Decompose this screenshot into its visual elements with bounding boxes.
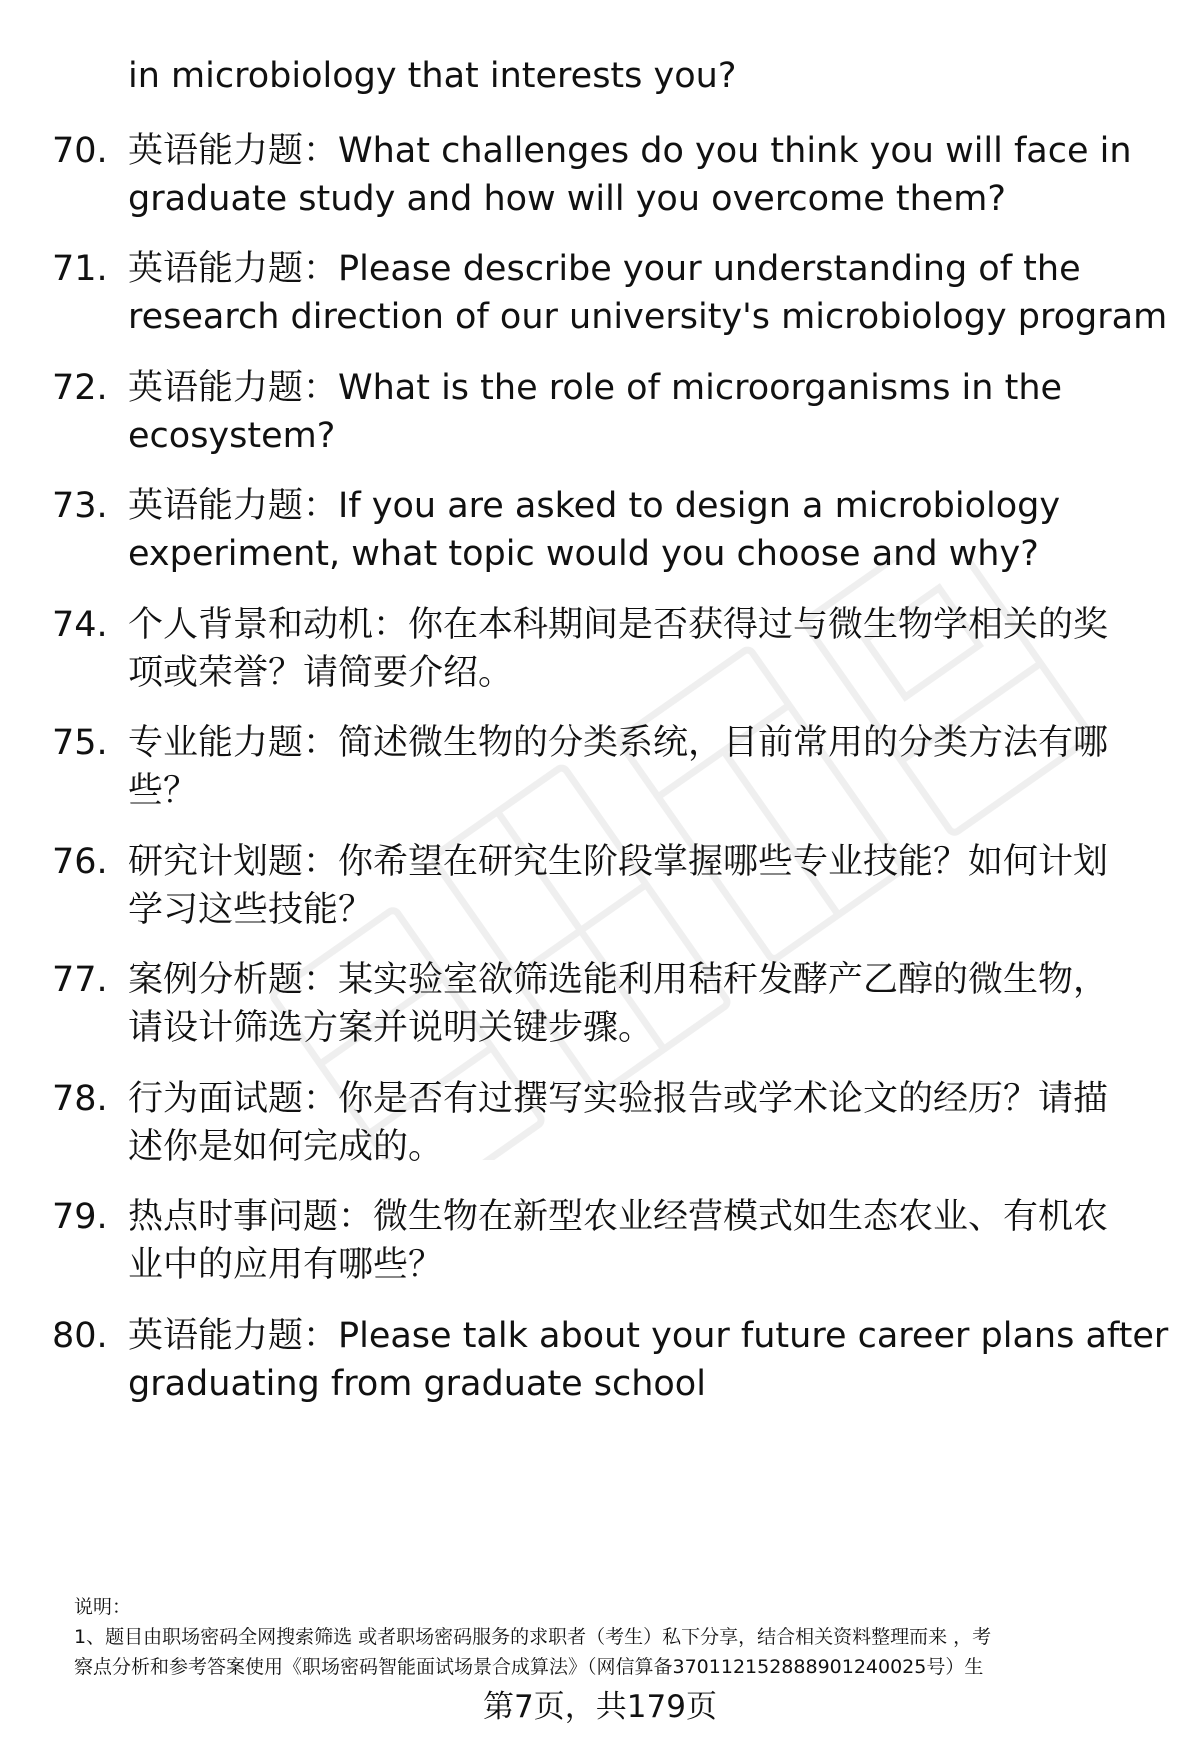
question-number: 76. — [52, 842, 108, 882]
question-number: 70. — [52, 131, 108, 171]
notes-line: 1、题目由职场密码全网搜索筛选 或者职场密码服务的求职者（考生）私下分享，结合相关资料整理而来 ，考 — [74, 1626, 992, 1648]
question-line: 英语能力题：Please talk about your future career plans after — [128, 1316, 1169, 1356]
notes-line: 察点分析和参考答案使用《职场密码智能面试场景合成算法》（网信算备370112152888901240025号）生 — [74, 1656, 984, 1678]
question-number: 78. — [52, 1079, 108, 1119]
question-number: 74. — [52, 605, 108, 645]
question-number: 75. — [52, 723, 108, 763]
question-number: 80. — [52, 1316, 108, 1356]
question-line: ecosystem? — [128, 416, 336, 456]
question-number: 72. — [52, 368, 108, 408]
question-number: 77. — [52, 960, 108, 1000]
question-line: 英语能力题：If you are asked to design a microbiology — [128, 486, 1061, 526]
question-number: 73. — [52, 486, 108, 526]
question-line: 学习这些技能？ — [128, 890, 374, 930]
question-line: experiment, what topic would you choose and why? — [128, 534, 1039, 574]
question-line: 项或荣誉？请简要介绍。 — [128, 653, 514, 693]
question-line: 专业能力题：简述微生物的分类系统，目前常用的分类方法有哪 — [128, 723, 1109, 763]
question-line: graduate study and how will you overcome them? — [128, 179, 1006, 219]
question-line: 英语能力题：What is the role of microorganisms in the — [128, 368, 1063, 408]
question-line: 英语能力题：What challenges do you think you will face in — [128, 131, 1132, 171]
question-line: 热点时事问题：微生物在新型农业经营模式如生态农业、有机农 — [128, 1197, 1109, 1237]
question-line: 些？ — [128, 771, 199, 811]
question-line: in microbiology that interests you? — [128, 56, 737, 96]
question-number: 71. — [52, 249, 108, 289]
question-line: 案例分析题：某实验室欲筛选能利用秸秆发酵产乙醇的微生物， — [128, 960, 1109, 1000]
question-number: 79. — [52, 1197, 108, 1237]
question-line: 行为面试题：你是否有过撰写实验报告或学术论文的经历？请描 — [128, 1079, 1109, 1119]
question-line: 研究计划题：你希望在研究生阶段掌握哪些专业技能？如何计划 — [128, 842, 1109, 882]
question-line: 述你是如何完成的。 — [128, 1127, 444, 1167]
question-line: 业中的应用有哪些？ — [128, 1245, 444, 1285]
question-line: 请设计筛选方案并说明关键步骤。 — [128, 1008, 654, 1048]
question-line: graduating from graduate school — [128, 1364, 706, 1404]
notes-section — [74, 1592, 1164, 1682]
question-line: research direction of our university's microbiology program — [128, 297, 1168, 337]
question-line: 个人背景和动机：你在本科期间是否获得过与微生物学相关的奖 — [128, 605, 1109, 645]
question-line: 英语能力题：Please describe your understanding of the — [128, 249, 1081, 289]
page-indicator: 第7页，共179页 — [483, 1689, 717, 1725]
notes-heading: 说明： — [74, 1596, 132, 1618]
